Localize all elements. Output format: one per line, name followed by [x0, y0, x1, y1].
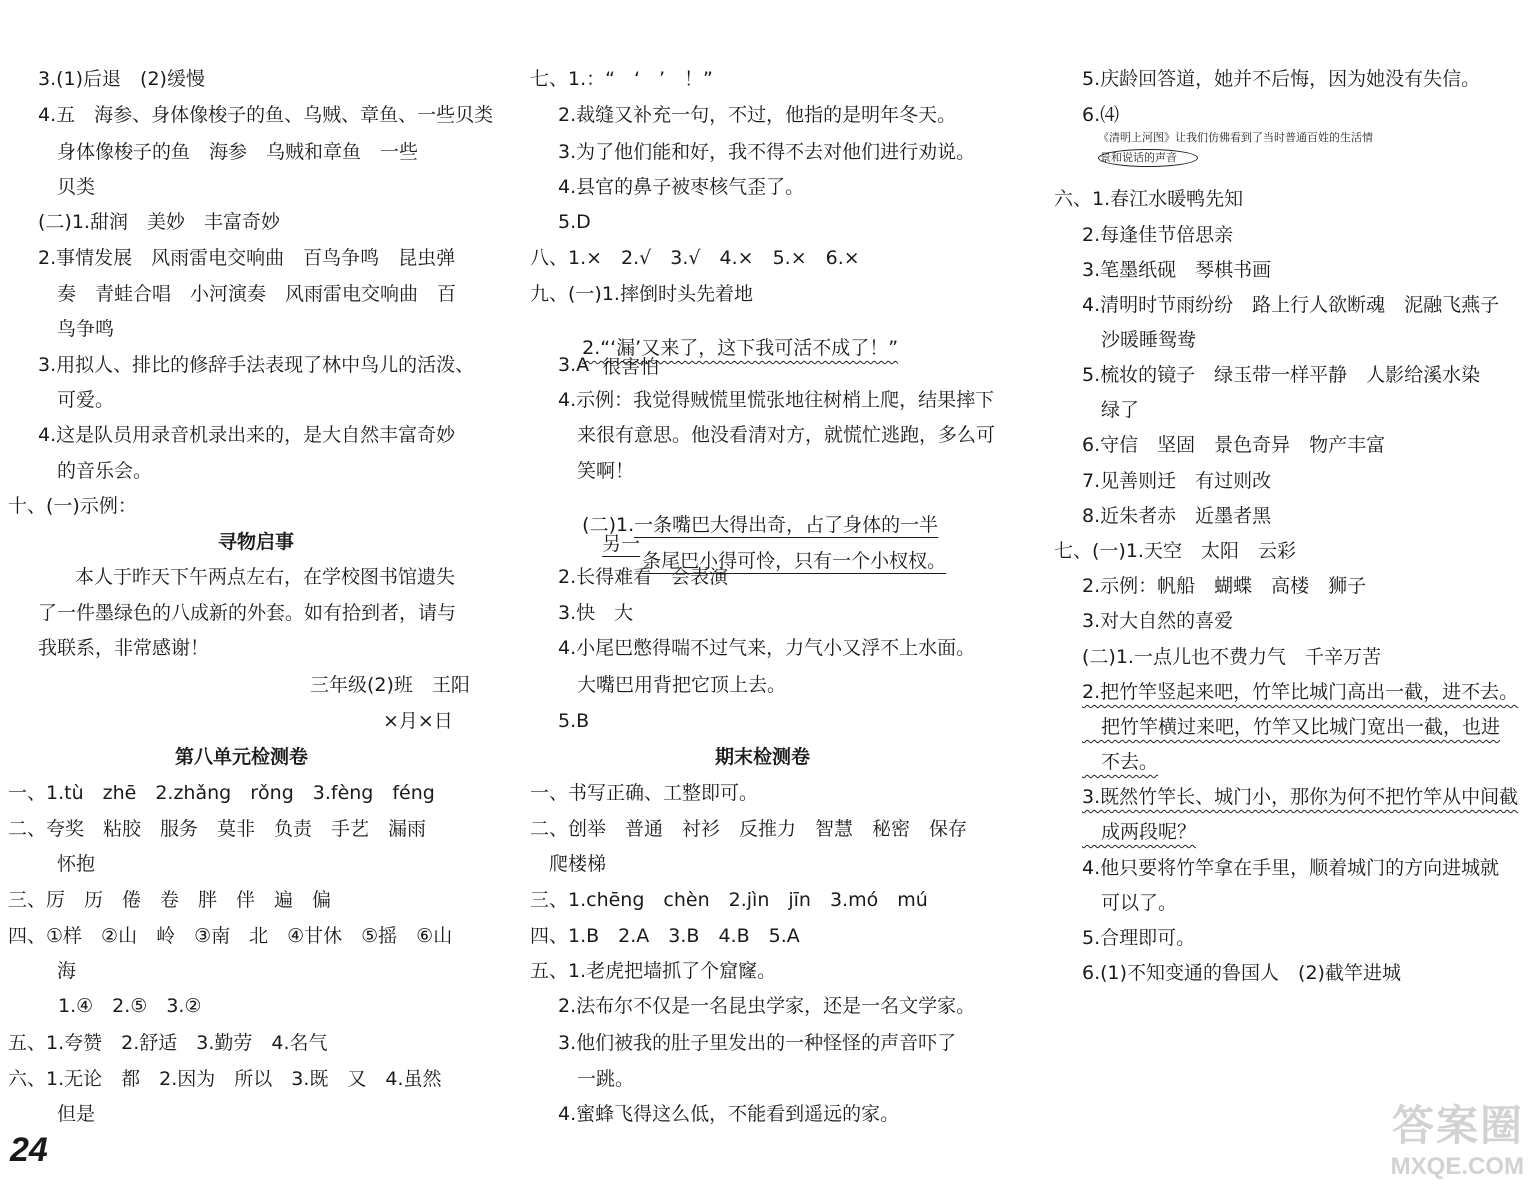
- answer-line: 爬楼梯: [530, 853, 607, 875]
- wavy-underlined-answer: 不去。: [1082, 751, 1159, 773]
- answer-line: [1082, 753, 1158, 772]
- wavy-underlined-answer: 2.把竹竿竖起来吧，竹竿比城门高出一截，进不去。: [1082, 681, 1519, 703]
- answer-line: 六、1.春江水暖鸭先知: [1054, 188, 1244, 210]
- answer-line: 但是: [38, 1103, 96, 1125]
- answer-line: 可以了。: [1082, 892, 1178, 914]
- answer-line: 一、书写正确、工整即可。: [530, 782, 759, 804]
- answer-line: 4.县官的鼻子被枣核气歪了。: [558, 176, 805, 198]
- answer-line: 5.合理即可。: [1082, 927, 1196, 949]
- notice-date: ×月×日: [383, 710, 453, 732]
- answer-line: [1082, 718, 1500, 737]
- notice-title: 寻物启事: [218, 531, 295, 553]
- answer-line: 3.用拟人、排比的修辞手法表现了林中鸟儿的活泼、: [38, 354, 475, 376]
- answer-line: 身体像梭子的鱼 海参 乌贼和章鱼 一些: [38, 141, 419, 163]
- annotation-circle: [1098, 149, 1198, 167]
- final-exam-title: 期末检测卷: [715, 746, 811, 768]
- answer-line: [1082, 683, 1518, 702]
- answer-line: (二)1.一点儿也不费力气 千辛万苦: [1082, 646, 1381, 668]
- notice-body-line: 我联系，非常感谢！: [38, 637, 210, 659]
- annotation-line: 景和说话的声音: [1100, 151, 1177, 164]
- answer-line: 3.为了他们能和好，我不得不去对他们进行劝说。: [558, 141, 976, 163]
- answer-line: 奏 青蛙合唱 小河演奏 风雨雷电交响曲 百: [38, 283, 457, 305]
- underlined-answer: 条尾巴小得可怜，只有一个小杈杈。: [642, 550, 947, 572]
- section-heading: 十、(一)示例：: [8, 495, 137, 517]
- answer-line: 8.近朱者赤 近墨者黑: [1082, 505, 1272, 527]
- answer-line: 4.示例：我觉得贼慌里慌张地往树梢上爬，结果摔下: [558, 389, 995, 411]
- answer-line: 四、①样 ②山 岭 ③南 北 ④甘休 ⑤摇 ⑥山: [8, 925, 453, 947]
- answer-prefix: (二)1.: [582, 514, 635, 536]
- answer-line: 来很有意思。他没看清对方，就慌忙逃跑，多么可: [558, 424, 996, 446]
- answer-line: 6.(1)不知变通的鲁国人 (2)截竿进城: [1082, 962, 1401, 984]
- answer-line: 5.B: [558, 710, 590, 732]
- answer-line: 5.庆龄回答道，她并不后悔，因为她没有失信。: [1082, 68, 1481, 90]
- watermark-url: MXQE.COM: [1390, 1153, 1524, 1180]
- watermark: [1368, 1101, 1528, 1185]
- answer-line: 海: [38, 960, 77, 982]
- answer-line: 七、1.：“ ‘ ’ ！”: [530, 68, 713, 90]
- answer-line: 大嘴巴用背把它顶上去。: [558, 674, 787, 696]
- answer-line: 3.对大自然的喜爱: [1082, 610, 1234, 632]
- answer-line: 5.梳妆的镜子 绿玉带一样平静 人影给溪水染: [1082, 364, 1481, 386]
- answer-line: 4.他只要将竹竿拿在手里，顺着城门的方向进城就: [1082, 857, 1500, 879]
- answer-line: 九、(一)1.摔倒时头先着地: [530, 283, 753, 305]
- answer-line: 3.(1)后退 (2)缓慢: [38, 68, 205, 90]
- notice-body-line: 了一件墨绿色的八成新的外套。如有拾到者，请与: [38, 602, 457, 624]
- wavy-underlined-answer: 成两段呢？: [1082, 821, 1197, 843]
- notice-signature: 三年级(2)班 王阳: [310, 674, 470, 696]
- answer-line: 2.示例：帆船 蝴蝶 高楼 狮子: [1082, 575, 1367, 597]
- answer-line: 沙暖睡鸳鸯: [1082, 329, 1197, 351]
- answer-line: 四、1.B 2.A 3.B 4.B 5.A: [530, 925, 800, 947]
- answer-line: 二、创举 普通 衬衫 反推力 智慧 秘密 保存: [530, 818, 968, 840]
- answer-line: 三、厉 历 倦 卷 胖 伴 遍 偏: [8, 889, 332, 911]
- answer-line: 3.他们被我的肚子里发出的一种怪怪的声音吓了: [558, 1032, 957, 1054]
- answer-line: 2.裁缝又补充一句，不过，他指的是明年冬天。: [558, 104, 957, 126]
- answer-line: [558, 320, 898, 396]
- answer-line: 4.小尾巴憋得喘不过气来，力气小又浮不上水面。: [558, 637, 976, 659]
- answer-line: 的音乐会。: [38, 460, 153, 482]
- answer-line: 笑啊！: [558, 460, 635, 482]
- annotation-line: 《清明上河图》让我们仿佛看到了当时普通百姓的生活情: [1098, 131, 1373, 144]
- answer-line: 2.长得难看 会表演: [558, 566, 729, 588]
- watermark-text: 答案圈: [1391, 1101, 1524, 1150]
- answer-line: 7.见善则迁 有过则改: [1082, 470, 1272, 492]
- answer-line: 三、1.chēng chèn 2.jìn jīn 3.mó mú: [530, 889, 928, 911]
- answer-line: 4.五 海参、身体像梭子的鱼、乌贼、章鱼、一些贝类: [38, 104, 494, 126]
- answer-line: 怀抱: [38, 853, 96, 875]
- answer-line: 八、1.× 2.√ 3.√ 4.× 5.× 6.×: [530, 247, 860, 269]
- answer-line: 3.笔墨纸砚 琴棋书画: [1082, 259, 1272, 281]
- answer-line: 可爱。: [38, 389, 115, 411]
- page-number: 24: [10, 1131, 48, 1169]
- answer-line: 4.蜜蜂飞得这么低，不能看到遥远的家。: [558, 1103, 900, 1125]
- answer-line: 2.每逢佳节倍思亲: [1082, 224, 1234, 246]
- notice-body-line: 本人于昨天下午两点左右，在学校图书馆遗失: [75, 566, 456, 588]
- answer-line: 一、1.tù zhē 2.zhǎng rǒng 3.fèng féng: [8, 782, 435, 804]
- unit-title: 第八单元检测卷: [175, 746, 309, 768]
- answer-line: 五、1.夸赞 2.舒适 3.勤劳 4.名气: [8, 1032, 328, 1054]
- answer-line: 二、夸奖 粘胶 服务 莫非 负责 手艺 漏雨: [8, 818, 427, 840]
- answer-text: 很害怕: [602, 356, 660, 378]
- wavy-underlined-answer: 把竹竿横过来吧，竹竿又比城门宽出一截，也进: [1082, 716, 1501, 738]
- answer-line: 3.A: [558, 354, 590, 376]
- answer-line: 鸟争鸣: [38, 318, 115, 340]
- answer-line: 绿了: [1082, 399, 1140, 421]
- answer-line: 6.⑷: [1082, 104, 1120, 126]
- answer-line: (二)1.甜润 美妙 丰富奇妙: [38, 211, 280, 233]
- answer-line: [1082, 823, 1196, 842]
- answer-line: 6.守信 坚固 景色奇异 物产丰富: [1082, 434, 1386, 456]
- answer-line: 4.清明时节雨纷纷 路上行人欲断魂 泥融飞燕子: [1082, 294, 1500, 316]
- wavy-underlined-answer: 3.既然竹竿长、城门小，那你为何不把竹竿从中间截: [1082, 786, 1519, 808]
- answer-line: 一跳。: [558, 1068, 635, 1090]
- answer-line: [1082, 788, 1518, 807]
- underlined-answer: 另一: [602, 533, 641, 555]
- answer-line: 2.法布尔不仅是一名昆虫学家，还是一名文学家。: [558, 995, 976, 1017]
- answer-line: 五、1.老虎把墙抓了个窟窿。: [530, 960, 777, 982]
- wavy-underlined-quote: 2.“‘漏’又来了，这下我可活不成了！”: [582, 337, 899, 359]
- answer-line: 贝类: [38, 176, 96, 198]
- answer-line: 2.事情发展 风雨雷电交响曲 百鸟争鸣 昆虫弹: [38, 247, 456, 269]
- answer-line: 5.D: [558, 211, 591, 233]
- answer-line: 1.④ 2.⑤ 3.②: [58, 995, 202, 1017]
- answer-line: 3.快 大: [558, 602, 634, 624]
- answer-line: 六、1.无论 都 2.因为 所以 3.既 又 4.虽然: [8, 1068, 442, 1090]
- answer-line: 七、(一)1.天空 太阳 云彩: [1054, 540, 1296, 562]
- underlined-answer: 一条嘴巴大得出奇，占了身体的一半: [634, 514, 939, 536]
- answer-line: 4.这是队员用录音机录出来的，是大自然丰富奇妙: [38, 424, 456, 446]
